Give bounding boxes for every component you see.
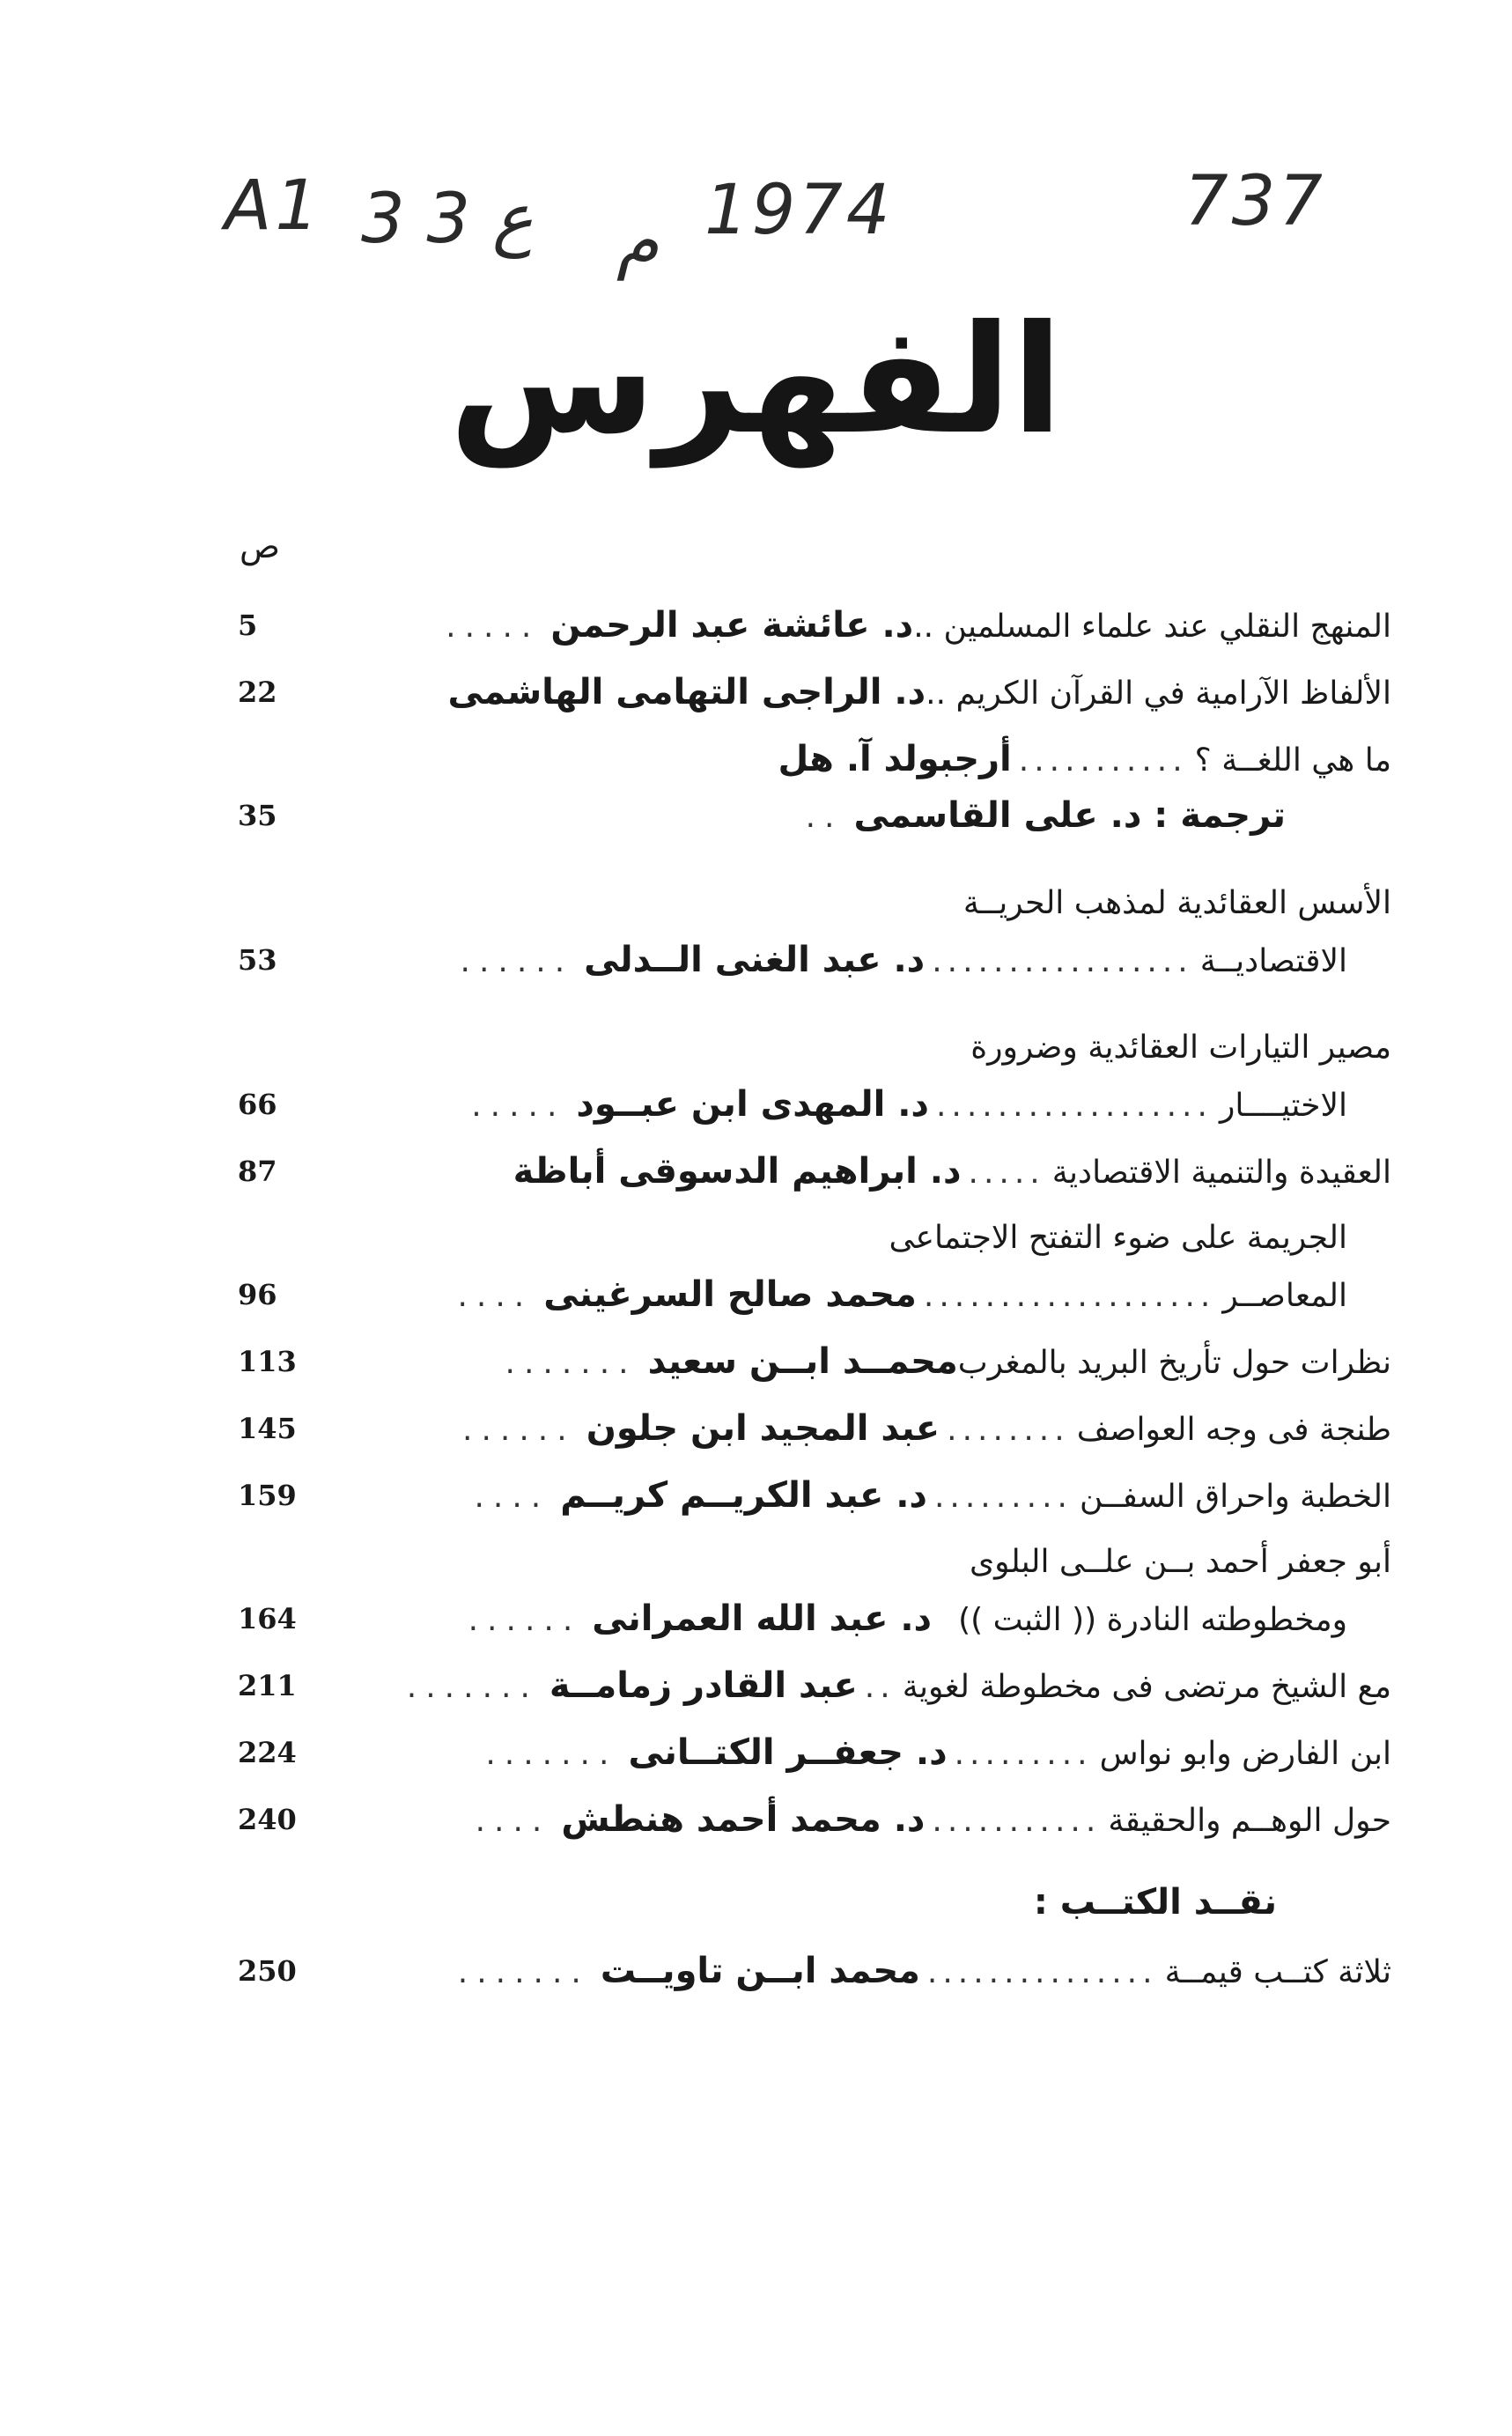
toc-page-number: 113 <box>238 1345 297 1378</box>
toc-title: مصير التيارات العقائدية وضرورة <box>970 1030 1391 1066</box>
toc-leader: ................. <box>932 943 1193 979</box>
toc-leader: ...... <box>460 943 574 979</box>
toc-title: ابن الفارض وابو نواس <box>1099 1736 1391 1772</box>
toc-row <box>238 934 1391 1022</box>
toc-line <box>471 1078 1347 1133</box>
toc-line <box>468 1592 1347 1647</box>
toc-author: محمد ابــن تاويــت <box>600 1951 920 1991</box>
toc-line <box>505 1335 1391 1390</box>
toc-line <box>476 1793 1391 1848</box>
toc-author: د. ابراهيم الدسوقى أباظة <box>513 1151 962 1192</box>
toc-author: أرجبولد آ. هل <box>778 739 1012 779</box>
toc-title: ثلاثة كتــب قيمــة <box>1164 1954 1391 1990</box>
toc-page-number: 22 <box>238 675 277 709</box>
toc-row <box>238 1469 1391 1536</box>
toc-line <box>970 1536 1391 1589</box>
toc-title: الخطبة واحراق السفــن <box>1079 1479 1391 1515</box>
toc-page-number: 224 <box>238 1736 297 1769</box>
toc-title: الجريمة على ضوء التفتح الاجتماعى <box>889 1220 1347 1256</box>
toc-page-number: 250 <box>238 1954 297 1988</box>
toc-leader: .................. <box>935 1088 1213 1124</box>
toc-leader: ...... <box>462 1412 576 1448</box>
toc-leader: .... <box>457 1278 534 1314</box>
toc-title: الأسس العقائدية لمذهب الحريــة <box>963 885 1391 921</box>
toc-leader: ....... <box>406 1669 539 1705</box>
toc-title: مع الشيخ مرتضى فى مخطوطة لغوية <box>902 1669 1391 1705</box>
toc-leader: ................... <box>923 1278 1216 1314</box>
toc-row <box>238 1536 1391 1592</box>
toc-row <box>238 789 1391 877</box>
toc-row <box>238 1022 1391 1078</box>
toc-row <box>238 1335 1391 1402</box>
toc-leader: ...... <box>468 1602 582 1638</box>
toc-line <box>461 934 1348 988</box>
toc-leader: ........ <box>947 1412 1070 1448</box>
toc-leader: .. <box>805 799 844 835</box>
toc-page-number: 164 <box>238 1602 297 1635</box>
toc-leader: .... <box>475 1803 551 1839</box>
handwritten-mim: م <box>616 202 660 281</box>
toc-author: عبد القادر زمامــة <box>549 1665 858 1706</box>
toc-author: د. عبد الله العمرانى <box>592 1598 933 1639</box>
toc-author: د. عائشة عبد الرحمن <box>550 605 914 646</box>
toc-leader: ..... <box>968 1155 1045 1191</box>
table-of-contents <box>238 599 1391 2012</box>
handwritten-year: 1974 <box>704 171 894 250</box>
toc-author: د. الراجى التهامى الهاشمى <box>447 672 926 712</box>
toc-leader: ............... <box>926 1954 1158 1990</box>
toc-line <box>806 789 1286 844</box>
toc-row <box>238 1212 1391 1268</box>
toc-line <box>778 733 1391 787</box>
toc-title: أبو جعفر أحمد بــن علــى البلوى <box>969 1544 1391 1580</box>
toc-row <box>238 1402 1391 1469</box>
toc-leader: ..... <box>471 1088 566 1124</box>
toc-page-number: 159 <box>238 1479 297 1512</box>
toc-leader: ....... <box>485 1736 618 1772</box>
toc-author: د. محمد أحمد هنطش <box>561 1799 926 1840</box>
page-title: الفهرس <box>448 293 1064 468</box>
toc-line <box>407 1659 1391 1714</box>
toc-line <box>448 666 1391 720</box>
toc-row <box>238 666 1391 733</box>
toc-row <box>238 1726 1391 1793</box>
toc-title: المعاصــر <box>1222 1278 1347 1314</box>
toc-author: د. عبد الكريــم كريــم <box>560 1475 927 1516</box>
toc-row <box>238 1945 1391 2012</box>
toc-title: الاقتصاديــة <box>1199 943 1347 979</box>
toc-page-number: 211 <box>238 1669 297 1702</box>
toc-line <box>889 1212 1347 1265</box>
toc-title: طنجة فى وجه العواصف <box>1076 1412 1391 1448</box>
toc-row <box>238 877 1391 934</box>
toc-page-number: 53 <box>238 943 277 977</box>
toc-leader: ........... <box>932 1803 1102 1839</box>
toc-page-number: 145 <box>238 1412 297 1445</box>
book-review-heading: نقــد الكتــب : <box>1033 1882 1277 1923</box>
handwritten-ayn-marks: 3 ع 3 <box>361 180 534 259</box>
toc-author: عبد المجيد ابن جلون <box>586 1408 940 1449</box>
toc-title: الألفاظ الآرامية في القرآن الكريم .. <box>926 675 1391 712</box>
toc-row <box>238 1268 1391 1335</box>
toc-author: د. عبد الغنى الــدلى <box>584 940 926 980</box>
toc-page-number: 87 <box>238 1155 277 1188</box>
toc-author: د. المهدى ابن عبــود <box>576 1084 929 1125</box>
toc-line <box>513 1145 1391 1200</box>
toc-line <box>457 1268 1347 1323</box>
toc-row <box>238 599 1391 666</box>
toc-title: نظرات حول تأريخ البريد بالمغرب <box>957 1345 1391 1381</box>
toc-row <box>238 1659 1391 1726</box>
toc-line <box>446 599 1391 653</box>
toc-line <box>485 1726 1391 1781</box>
toc-row <box>238 1793 1391 1860</box>
toc-leader: ......... <box>933 1479 1073 1515</box>
toc-row <box>238 1145 1391 1212</box>
toc-author: محمد صالح السرغينى <box>543 1274 917 1315</box>
toc-line <box>474 1469 1391 1524</box>
toc-line <box>970 1022 1391 1074</box>
toc-title: ومخطوطته النادرة (( الثبت )) <box>958 1602 1347 1638</box>
toc-title: حول الوهــم والحقيقة <box>1108 1803 1391 1839</box>
toc-author: محمــد ابــن سعيد <box>647 1341 958 1382</box>
handwritten-number: 737 <box>1184 162 1326 241</box>
toc-page-number: 5 <box>238 609 258 642</box>
toc-leader: .. <box>864 1669 896 1705</box>
toc-title: العقيدة والتنمية الاقتصادية <box>1051 1155 1391 1191</box>
toc-row <box>238 1078 1391 1145</box>
toc-page-number: 240 <box>238 1803 297 1836</box>
toc-author: د. جعفــر الكتــانى <box>628 1732 948 1773</box>
toc-line <box>458 1945 1391 1999</box>
toc-page-number: 66 <box>238 1088 277 1121</box>
handwritten-code: A1 <box>225 166 322 246</box>
toc-leader: ........... <box>1018 742 1188 779</box>
toc-leader: ..... <box>446 609 541 645</box>
toc-title: ما هي اللغــة ؟ <box>1194 742 1391 779</box>
toc-row <box>238 1592 1391 1659</box>
toc-page-number: 35 <box>238 799 277 832</box>
toc-row <box>238 733 1391 789</box>
toc-title: الاختيــــار <box>1219 1088 1347 1124</box>
toc-leader: ....... <box>505 1345 638 1381</box>
toc-line <box>963 877 1391 930</box>
toc-line <box>462 1402 1391 1457</box>
toc-leader: .... <box>474 1479 550 1515</box>
toc-leader: ....... <box>457 1954 590 1990</box>
page-column-label: ص <box>240 527 280 565</box>
toc-page-number: 96 <box>238 1278 277 1311</box>
toc-leader: ......... <box>954 1736 1093 1772</box>
toc-title: ترجمة : د. على القاسمى <box>853 795 1286 836</box>
toc-title: المنهج النقلي عند علماء المسلمين .. <box>913 609 1391 645</box>
